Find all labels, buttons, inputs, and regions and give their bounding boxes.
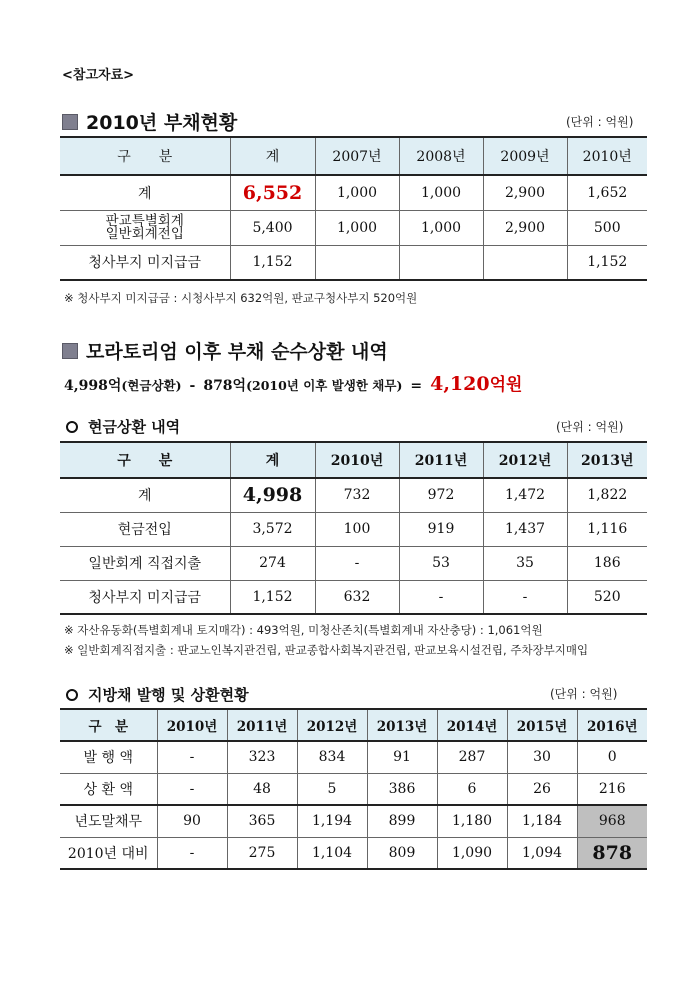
cell: 0 [577, 741, 647, 773]
cell: 1,152 [567, 245, 647, 280]
cell: 1,000 [315, 210, 399, 245]
section2-title: 모라토리엄 이후 부채 순수상환 내역 [86, 341, 388, 363]
cash-note-2: ※ 일반회계직접지출 : 판교노인복지관건립, 판교종합사회복지관건립, 판교보육시설건립, 주차장부지매입 [64, 643, 589, 657]
cell: - [399, 580, 483, 614]
cash-heading [66, 416, 180, 437]
cell [315, 245, 399, 280]
cell: 5 [297, 773, 367, 805]
header-2013: 2013년 [567, 442, 647, 478]
debt-status-table [60, 136, 647, 281]
cell: 216 [577, 773, 647, 805]
cell: 500 [567, 210, 647, 245]
header-2011: 2011년 [227, 709, 297, 741]
summary-result: 4,120 [430, 373, 490, 395]
header-2013: 2013년 [367, 709, 437, 741]
cell: 1,104 [297, 837, 367, 869]
cell: 2,900 [483, 175, 567, 210]
cell: 186 [567, 546, 647, 580]
cell: 100 [315, 512, 399, 546]
highlight-cell: 878 [577, 837, 647, 869]
header-2009: 2009년 [483, 137, 567, 175]
table-row [60, 837, 647, 869]
cell: 1,094 [507, 837, 577, 869]
summary-equals: = [410, 378, 423, 394]
cell: 53 [399, 546, 483, 580]
cell: 520 [567, 580, 647, 614]
summary-new-debt-label: (2010년 이후 발생한 채무) [246, 378, 403, 393]
cell: 1,437 [483, 512, 567, 546]
cash-note-1: ※ 자산유동화(특별회계내 토지매각) : 493억원, 미청산존치(특별회계내 자산충당) : 1,061억원 [64, 623, 543, 637]
header-category: 구 분 [60, 709, 157, 741]
cell: 2,900 [483, 210, 567, 245]
header-category: 구 분 [60, 137, 230, 175]
cell: 30 [507, 741, 577, 773]
row-label: 계 [60, 175, 230, 210]
bond-unit: (단위 : 억원) [550, 687, 618, 701]
total-debt-value: 6,552 [230, 175, 315, 210]
header-2011: 2011년 [399, 442, 483, 478]
cell [483, 245, 567, 280]
cell: - [157, 741, 227, 773]
cell: 809 [367, 837, 437, 869]
header-category: 구 분 [60, 442, 230, 478]
cell: 1,180 [437, 805, 507, 837]
cell: 1,652 [567, 175, 647, 210]
cell: 1,822 [567, 478, 647, 512]
table-row [60, 741, 647, 773]
table-row [60, 210, 647, 245]
cell: 834 [297, 741, 367, 773]
table-row [60, 478, 647, 512]
row-label-line1: 판교특별회계 [105, 212, 184, 229]
table-row [60, 546, 647, 580]
reference-label: <참고자료> [62, 68, 135, 83]
cell: 1,152 [230, 580, 315, 614]
row-label [60, 210, 230, 245]
row-label-line2: 일반회계전입 [105, 225, 184, 242]
table-row [60, 580, 647, 614]
bond-heading [66, 684, 249, 705]
cell: 91 [367, 741, 437, 773]
cell: - [157, 837, 227, 869]
cell: 386 [367, 773, 437, 805]
row-label: 현금전입 [60, 512, 230, 546]
header-total: 계 [230, 137, 315, 175]
header-2012: 2012년 [483, 442, 567, 478]
cash-total-value: 4,998 [230, 478, 315, 512]
cell: 90 [157, 805, 227, 837]
repayment-summary [64, 370, 522, 395]
row-label: 청사부지 미지급금 [60, 245, 230, 280]
cell: 732 [315, 478, 399, 512]
section-square-icon [62, 343, 78, 359]
cell: - [157, 773, 227, 805]
header-2007: 2007년 [315, 137, 399, 175]
row-label: 발 행 액 [60, 741, 157, 773]
row-label: 계 [60, 478, 230, 512]
section1-heading [62, 108, 237, 135]
cell: 1,194 [297, 805, 367, 837]
section-square-icon [62, 114, 78, 130]
cell: - [315, 546, 399, 580]
header-2014: 2014년 [437, 709, 507, 741]
cash-repayment-table [60, 441, 647, 615]
cell: 1,090 [437, 837, 507, 869]
header-total: 계 [230, 442, 315, 478]
header-2015: 2015년 [507, 709, 577, 741]
table-row [60, 175, 647, 210]
summary-cash-label: (현금상환) [121, 378, 182, 393]
header-2010: 2010년 [157, 709, 227, 741]
cell: 1,184 [507, 805, 577, 837]
row-label: 상 환 액 [60, 773, 157, 805]
summary-new-debt-amount: 878억 [203, 378, 247, 394]
section2-heading [62, 337, 388, 364]
cell: 899 [367, 805, 437, 837]
row-label: 2010년 대비 [60, 837, 157, 869]
row-label: 청사부지 미지급금 [60, 580, 230, 614]
table-row [60, 512, 647, 546]
cell: 365 [227, 805, 297, 837]
section1-unit: (단위 : 억원) [566, 115, 634, 129]
cash-title: 현금상환 내역 [88, 418, 181, 436]
cell: 1,000 [315, 175, 399, 210]
cell: 35 [483, 546, 567, 580]
cell [399, 245, 483, 280]
cell: 1,000 [399, 175, 483, 210]
row-label: 일반회계 직접지출 [60, 546, 230, 580]
header-2016: 2016년 [577, 709, 647, 741]
cell: 3,572 [230, 512, 315, 546]
table-header-row [60, 442, 647, 478]
cell: 1,116 [567, 512, 647, 546]
cell: 1,152 [230, 245, 315, 280]
cash-unit: (단위 : 억원) [556, 420, 624, 434]
circle-bullet-icon [66, 421, 78, 433]
cell: 972 [399, 478, 483, 512]
bond-title: 지방채 발행 및 상환현황 [88, 686, 249, 704]
cell: 275 [227, 837, 297, 869]
cell: 1,472 [483, 478, 567, 512]
cell: 274 [230, 546, 315, 580]
table-row [60, 773, 647, 805]
summary-cash-amount: 4,998억 [64, 378, 122, 394]
row-label: 년도말채무 [60, 805, 157, 837]
cell: 323 [227, 741, 297, 773]
cell: 632 [315, 580, 399, 614]
summary-result-unit: 억원 [489, 375, 523, 395]
table-header-row [60, 137, 647, 175]
header-2010: 2010년 [315, 442, 399, 478]
table-row [60, 245, 647, 280]
cell: 26 [507, 773, 577, 805]
header-2010: 2010년 [567, 137, 647, 175]
cell: 5,400 [230, 210, 315, 245]
header-2008: 2008년 [399, 137, 483, 175]
header-2012: 2012년 [297, 709, 367, 741]
bond-table [60, 708, 647, 870]
summary-minus: - [189, 378, 196, 394]
section1-title: 2010년 부채현황 [86, 112, 238, 134]
cell: 919 [399, 512, 483, 546]
circle-bullet-icon [66, 689, 78, 701]
cell: 6 [437, 773, 507, 805]
cell: 287 [437, 741, 507, 773]
table-header-row [60, 709, 647, 741]
cell: - [483, 580, 567, 614]
section1-note: ※ 청사부지 미지급금 : 시청사부지 632억원, 판교구청사부지 520억원 [64, 291, 418, 305]
cell: 48 [227, 773, 297, 805]
highlight-cell: 968 [577, 805, 647, 837]
table-row [60, 805, 647, 837]
cell: 1,000 [399, 210, 483, 245]
